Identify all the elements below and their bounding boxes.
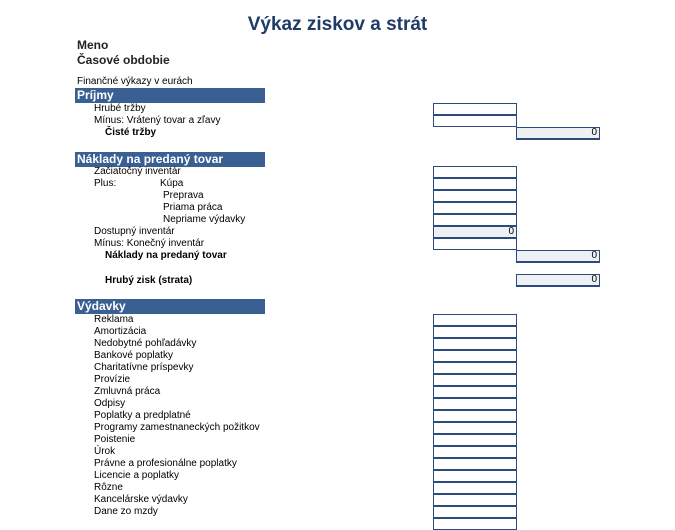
name-label: Meno — [77, 38, 109, 52]
closing-inventory-label: Mínus: Konečný inventár — [94, 238, 205, 249]
expense-item-input[interactable] — [433, 506, 517, 518]
expense-item-label: Provízie — [94, 374, 131, 385]
freight-input[interactable] — [433, 190, 517, 202]
expense-item-input[interactable] — [433, 362, 517, 374]
gross-sales-input[interactable] — [433, 103, 517, 115]
purchases-label: Kúpa — [160, 178, 184, 189]
period-label: Časové obdobie — [77, 53, 170, 67]
returns-input[interactable] — [433, 115, 517, 127]
expense-item-input[interactable] — [433, 458, 517, 470]
expense-item-input[interactable] — [433, 470, 517, 482]
opening-inventory-input[interactable] — [433, 166, 517, 178]
expense-item-label: Poplatky a predplatné — [94, 410, 191, 421]
indirect-expenses-input[interactable] — [433, 214, 517, 226]
opening-inventory-label: Začiatočný inventár — [94, 166, 181, 177]
expense-item-input[interactable] — [433, 494, 517, 506]
page-title: Výkaz ziskov a strát — [247, 14, 428, 35]
expenses-section-header: Výdavky — [75, 299, 265, 314]
gross-sales-label: Hrubé tržby — [94, 103, 146, 114]
expense-item-input[interactable] — [433, 350, 517, 362]
expense-item-label: Rôzne — [94, 482, 123, 493]
available-inventory-value: 0 — [433, 226, 517, 238]
expense-item-label: Reklama — [94, 314, 134, 325]
expense-item-input[interactable] — [433, 446, 517, 458]
closing-inventory-input[interactable] — [433, 238, 517, 250]
expense-item-label: Kancelárske výdavky — [94, 494, 188, 505]
net-sales-label: Čisté tržby — [105, 127, 157, 138]
expense-item-label: Odpisy — [94, 398, 126, 409]
available-inventory-label: Dostupný inventár — [94, 226, 175, 237]
expense-item-input[interactable] — [433, 314, 517, 326]
expense-item-label: Zmluvná práca — [94, 386, 161, 397]
cogs-total-label: Náklady na predaný tovar — [105, 250, 227, 261]
expense-item-input[interactable] — [433, 410, 517, 422]
expense-item-label: Licencie a poplatky — [94, 470, 180, 481]
expense-item-label: Dane zo mzdy — [94, 506, 158, 517]
income-section-header: Príjmy — [75, 88, 265, 103]
expense-item-input[interactable] — [433, 434, 517, 446]
direct-labor-label: Priama práca — [163, 202, 223, 213]
expense-item-input[interactable] — [433, 398, 517, 410]
expense-item-label: Poistenie — [94, 434, 136, 445]
expense-item-input[interactable] — [433, 374, 517, 386]
expense-item-label: Nedobytné pohľadávky — [94, 338, 197, 349]
expense-item-label: Charitatívne príspevky — [94, 362, 194, 373]
expense-item-input[interactable] — [433, 422, 517, 434]
gross-profit-value: 0 — [516, 274, 600, 287]
freight-label: Preprava — [163, 190, 204, 201]
expense-item-input[interactable] — [433, 482, 517, 494]
net-sales-value: 0 — [516, 127, 600, 140]
expense-item-input[interactable] — [433, 386, 517, 398]
expense-item-input[interactable] — [433, 326, 517, 338]
expense-item-input[interactable] — [433, 338, 517, 350]
expense-item-label: Programy zamestnaneckých požitkov — [94, 422, 260, 433]
plus-label: Plus: — [94, 178, 117, 189]
returns-label: Mínus: Vrátený tovar a zľavy — [94, 115, 221, 126]
cogs-total-value: 0 — [516, 250, 600, 263]
expense-item-label: Bankové poplatky — [94, 350, 173, 361]
purchases-input[interactable] — [433, 178, 517, 190]
expense-item-label: Právne a profesionálne poplatky — [94, 458, 237, 469]
gross-profit-label: Hrubý zisk (strata) — [105, 275, 193, 286]
currency-note: Finančné výkazy v eurách — [77, 76, 193, 87]
expense-item-label: Úrok — [94, 446, 116, 457]
expense-item-label: Amortizácia — [94, 326, 147, 337]
cogs-section-header: Náklady na predaný tovar — [75, 152, 265, 167]
indirect-expenses-label: Nepriame výdavky — [163, 214, 246, 225]
direct-labor-input[interactable] — [433, 202, 517, 214]
